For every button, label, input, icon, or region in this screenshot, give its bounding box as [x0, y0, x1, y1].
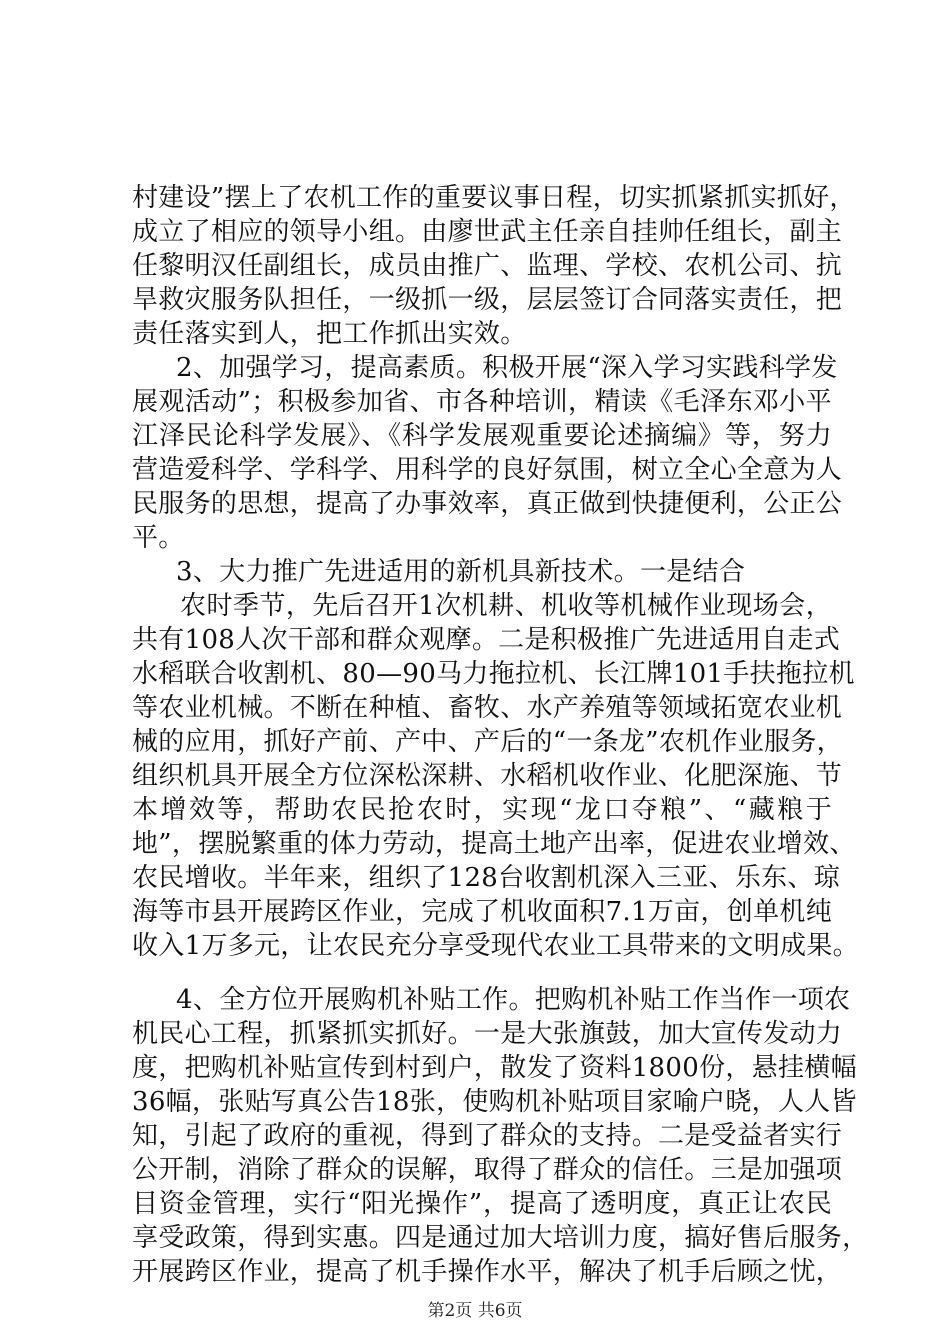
- text-line: 成立了相应的领导小组。由廖世武主任亲自挂帅任组长，副主: [132, 217, 843, 247]
- text-line: 农时季节，先后召开1次机耕、机收等机械作业现场会，: [180, 591, 832, 621]
- text-line: 度，把购机补贴宣传到村到户，散发了资料1800份，悬挂横幅: [132, 1053, 857, 1083]
- text-line: 地”，摆脱繁重的体力劳动，提高土地产出率，促进农业增效、: [132, 829, 856, 859]
- text-line: 机民心工程，抓紧抓实抓好。一是大张旗鼓，加大宣传发动力: [132, 1019, 843, 1049]
- text-line: 展观活动”；积极参加省、市各种培训，精读《毛泽东邓小平: [132, 387, 832, 417]
- text-line: 36幅，张贴写真公告18张，使购机补贴项目家喻户晓，人人皆: [132, 1087, 857, 1117]
- text-line: 收入1万多元，让农民充分享受现代农业工具带来的文明成果。: [132, 931, 859, 961]
- text-line: 共有108人次干部和群众观摩。二是积极推广先进适用自走式: [132, 625, 841, 655]
- text-line: 海等市县开展跨区作业，完成了机收面积7.1万亩，创单机纯: [132, 897, 832, 927]
- text-line: 江泽民论科学发展》、《科学发展观重要论述摘编》等，努力: [132, 421, 832, 451]
- text-line: 水稻联合收割机、80—90马力拖拉机、长江牌101手扶拖拉机: [132, 659, 855, 689]
- text-line: 公开制，消除了群众的误解，取得了群众的信任。三是加强项: [132, 1155, 843, 1185]
- text-line: 旱救灾服务队担任，一级抓一级，层层签订合同落实责任，把: [132, 285, 843, 315]
- text-line: 等农业机械。不断在种植、畜牧、水产养殖等领域拓宽农业机: [132, 693, 843, 723]
- text-line: 民服务的思想，提高了办事效率，真正做到快捷便利，公正公: [132, 489, 843, 519]
- text-line: 责任落实到人，把工作抓出实效。: [132, 319, 527, 349]
- text-line: 农民增收。半年来，组织了128台收割机深入三亚、乐东、琼: [132, 863, 841, 893]
- text-line: 开展跨区作业，提高了机手操作水平，解决了机手后顾之忧，: [132, 1257, 843, 1287]
- text-line: 械的应用，抓好产前、产中、产后的“一条龙”农机作业服务，: [132, 727, 843, 757]
- text-line: 3、大力推广先进适用的新机具新技术。一是结合: [176, 557, 746, 587]
- text-line: 村建设”摆上了农机工作的重要议事日程，切实抓紧抓实抓好，: [132, 183, 856, 213]
- text-line: 2、加强学习，提高素质。积极开展“深入学习实践科学发: [176, 353, 838, 383]
- text-line: 任黎明汉任副组长，成员由推广、监理、学校、农机公司、抗: [132, 251, 843, 281]
- text-line: 目资金管理，实行“阳光操作”，提高了透明度，真正让农民: [132, 1189, 832, 1219]
- text-line: 知，引起了政府的重视，得到了群众的支持。二是受益者实行: [132, 1121, 843, 1151]
- page-footer: 第2页 共6页: [427, 1301, 523, 1321]
- text-line: 营造爱科学、学科学、用科学的良好氛围，树立全心全意为人: [132, 455, 843, 485]
- text-line: 享受政策，得到实惠。四是通过加大培训力度，搞好售后服务，: [132, 1223, 869, 1253]
- text-line: 组织机具开展全方位深松深耕、水稻机收作业、化肥深施、节: [132, 761, 843, 791]
- text-line: 平。: [132, 523, 185, 553]
- text-line: 4、全方位开展购机补贴工作。把购机补贴工作当作一项农: [176, 985, 851, 1015]
- text-line: 本增效等，帮助农民抢农时，实现“龙口夺粮”、“藏粮于: [132, 795, 832, 825]
